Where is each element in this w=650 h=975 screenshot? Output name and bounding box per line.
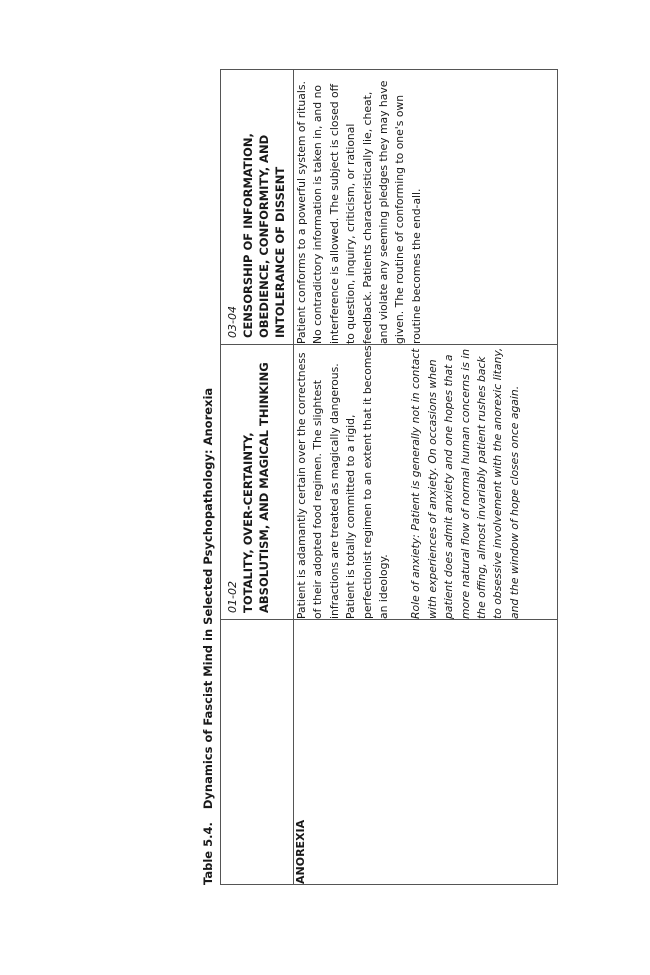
header-cell-totality	[221, 345, 294, 620]
column-title: TOTALITY, OVER-CERTAINTY, ABSOLUTISM, AND MAGICAL THINKING	[241, 362, 271, 613]
rotated-page	[200, 70, 560, 885]
table-header-row	[221, 70, 294, 885]
psychopathology-table	[220, 69, 558, 885]
column-code: 03-04	[226, 306, 239, 338]
table-caption	[200, 388, 216, 885]
row-label: ANOREXIA	[294, 620, 558, 885]
cell-text: Patient conforms to a powerful system of rituals. No contradictory information is taken in, and no interference is allowed. The subject is closed off to question, inquiry, criticism, or rational feedback. Patients characteristically lie, cheat, and violate any seeming pledges they may have given. The routine of conforming to one's own routine becomes the end-all.	[295, 80, 423, 344]
cell-totality	[294, 345, 558, 620]
table-number: Table 5.4.	[201, 822, 215, 885]
header-empty-cell	[221, 620, 294, 885]
column-title: CENSORSHIP OF INFORMATION, OBEDIENCE, CONFORMITY, AND INTOLERANCE OF DISSENT	[241, 133, 287, 338]
cell-censorship	[294, 70, 558, 345]
table-row	[294, 70, 558, 885]
header-cell-censorship	[221, 70, 294, 345]
column-code: 01-02	[226, 581, 239, 613]
cell-text: Patient is adamantly certain over the correctness of their adopted food regimen. The slightest infractions are treated as magically dangerous. Patient is totally committed to a rigid, perfectionist regimen to an extent that it becomes an ideology.	[295, 345, 391, 619]
table-title: Dynamics of Fascist Mind in Selected Psychopathology: Anorexia	[201, 387, 215, 810]
cell-italic-text: Role of anxiety: Patient is generally not in contact with experiences of anxiety. On occasions when patient does admit anxiety and one hopes that a more natural flow of normal human concerns is in the offing, almost invariably patient rushes back to obsessive involvement with the anorexic litany, and the window of hope closes once again.	[409, 347, 521, 619]
